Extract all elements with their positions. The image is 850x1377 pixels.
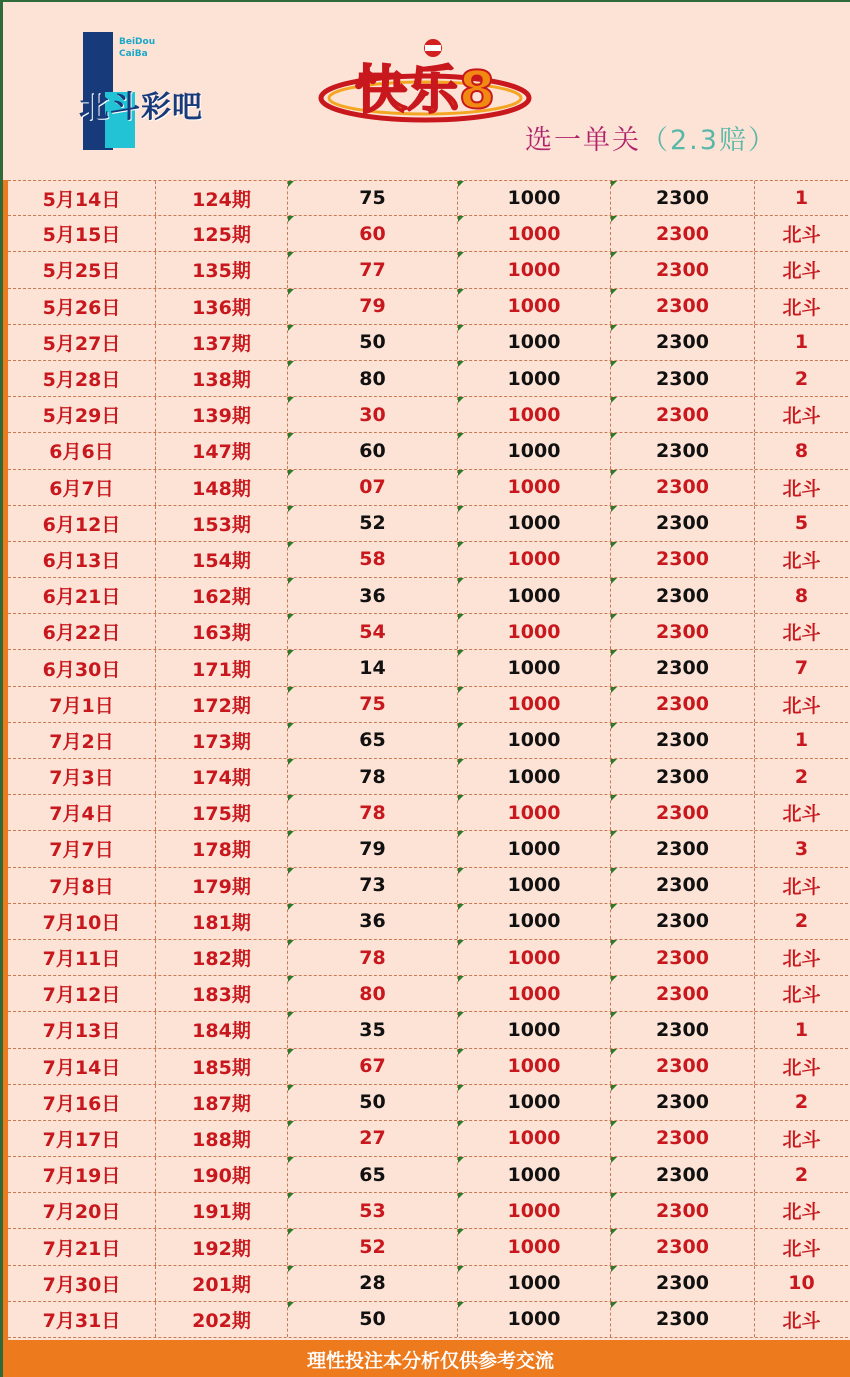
tag-cell: 2 <box>794 1091 809 1114</box>
date-cell: 5月27日 <box>8 325 156 360</box>
table-row <box>8 1157 848 1193</box>
tag-cell: 北斗 <box>782 622 821 645</box>
number-cell: 53 <box>288 1193 458 1228</box>
table-row <box>8 831 848 867</box>
bet-cell: 1000 <box>458 687 611 722</box>
date-cell: 7月20日 <box>8 1193 156 1228</box>
date-cell: 7月8日 <box>8 868 156 903</box>
bet-cell: 1000 <box>458 325 611 360</box>
table-row <box>8 252 848 288</box>
tag-cell: 北斗 <box>782 803 821 826</box>
issue-cell: 182期 <box>156 940 288 975</box>
table-row <box>8 1266 848 1302</box>
win-cell: 2300 <box>611 289 755 324</box>
bet-cell: 1000 <box>458 831 611 866</box>
win-cell: 2300 <box>611 614 755 649</box>
table-row <box>8 1193 848 1229</box>
issue-cell: 139期 <box>156 397 288 432</box>
bet-cell: 1000 <box>458 650 611 685</box>
table-row <box>8 1121 848 1157</box>
issue-cell: 188期 <box>156 1121 288 1156</box>
bet-cell: 1000 <box>458 1157 611 1192</box>
number-cell: 67 <box>288 1049 458 1084</box>
bet-cell: 1000 <box>458 470 611 505</box>
date-cell: 7月13日 <box>8 1012 156 1047</box>
tag-cell: 北斗 <box>782 1201 821 1224</box>
tag-cell: 北斗 <box>782 260 821 283</box>
bet-cell: 1000 <box>458 289 611 324</box>
issue-cell: 187期 <box>156 1085 288 1120</box>
tag-cell: 北斗 <box>782 549 821 572</box>
table-row <box>8 1229 848 1265</box>
tag-cell: 2 <box>794 1163 809 1186</box>
table-row <box>8 1085 848 1121</box>
subtitle-odds: （2.3赔） <box>641 125 777 156</box>
header <box>3 2 850 180</box>
bet-cell: 1000 <box>458 940 611 975</box>
number-cell: 79 <box>288 831 458 866</box>
date-cell: 7月17日 <box>8 1121 156 1156</box>
kl8-logo-text: 快乐8 <box>354 61 496 121</box>
win-cell: 2300 <box>611 795 755 830</box>
tag-cell: 5 <box>794 512 809 535</box>
win-cell: 2300 <box>611 1302 755 1337</box>
issue-cell: 125期 <box>156 216 288 251</box>
number-cell: 78 <box>288 759 458 794</box>
date-cell: 7月10日 <box>8 904 156 939</box>
number-cell: 80 <box>288 361 458 396</box>
table-row <box>8 506 848 542</box>
win-cell: 2300 <box>611 1229 755 1264</box>
number-cell: 78 <box>288 940 458 975</box>
issue-cell: 124期 <box>156 181 288 215</box>
number-cell: 58 <box>288 542 458 577</box>
tag-cell: 北斗 <box>782 1056 821 1079</box>
logo-english-text <box>119 36 155 60</box>
number-cell: 50 <box>288 1085 458 1120</box>
table-row <box>8 976 848 1012</box>
number-cell: 75 <box>288 687 458 722</box>
number-cell: 65 <box>288 723 458 758</box>
bet-cell: 1000 <box>458 181 611 215</box>
win-cell: 2300 <box>611 868 755 903</box>
issue-cell: 154期 <box>156 542 288 577</box>
date-cell: 7月4日 <box>8 795 156 830</box>
date-cell: 7月7日 <box>8 831 156 866</box>
table-row <box>8 289 848 325</box>
issue-cell: 175期 <box>156 795 288 830</box>
bet-cell: 1000 <box>458 795 611 830</box>
bet-cell: 1000 <box>458 1012 611 1047</box>
issue-cell: 191期 <box>156 1193 288 1228</box>
win-cell: 2300 <box>611 1049 755 1084</box>
bet-cell: 1000 <box>458 1049 611 1084</box>
date-cell: 6月7日 <box>8 470 156 505</box>
issue-cell: 147期 <box>156 433 288 468</box>
logo-en-line1: BeiDou <box>119 37 156 47</box>
tag-cell: 北斗 <box>782 875 821 898</box>
date-cell: 7月30日 <box>8 1266 156 1301</box>
number-cell: 60 <box>288 216 458 251</box>
date-cell: 7月14日 <box>8 1049 156 1084</box>
bet-cell: 1000 <box>458 361 611 396</box>
number-cell: 36 <box>288 578 458 613</box>
issue-cell: 192期 <box>156 1229 288 1264</box>
issue-cell: 172期 <box>156 687 288 722</box>
date-cell: 7月16日 <box>8 1085 156 1120</box>
table-row <box>8 795 848 831</box>
win-cell: 2300 <box>611 1121 755 1156</box>
win-cell: 2300 <box>611 506 755 541</box>
table-row <box>8 470 848 506</box>
number-cell: 52 <box>288 1229 458 1264</box>
issue-cell: 190期 <box>156 1157 288 1192</box>
number-cell: 60 <box>288 433 458 468</box>
issue-cell: 202期 <box>156 1302 288 1337</box>
table-row <box>8 361 848 397</box>
win-cell: 2300 <box>611 1266 755 1301</box>
tag-cell: 北斗 <box>782 1128 821 1151</box>
number-cell: 73 <box>288 868 458 903</box>
date-cell: 5月28日 <box>8 361 156 396</box>
tag-cell: 8 <box>794 439 809 462</box>
results-table <box>8 180 848 1338</box>
bet-cell: 1000 <box>458 216 611 251</box>
table-row <box>8 687 848 723</box>
tag-cell: 北斗 <box>782 1237 821 1260</box>
tag-cell: 2 <box>794 367 809 390</box>
number-cell: 30 <box>288 397 458 432</box>
number-cell: 52 <box>288 506 458 541</box>
tag-cell: 北斗 <box>782 1309 821 1332</box>
number-cell: 35 <box>288 1012 458 1047</box>
date-cell: 5月14日 <box>8 181 156 215</box>
bet-cell: 1000 <box>458 723 611 758</box>
bet-cell: 1000 <box>458 433 611 468</box>
win-cell: 2300 <box>611 216 755 251</box>
tag-cell: 北斗 <box>782 405 821 428</box>
number-cell: 27 <box>288 1121 458 1156</box>
bet-cell: 1000 <box>458 1121 611 1156</box>
win-cell: 2300 <box>611 687 755 722</box>
tag-cell: 3 <box>794 837 809 860</box>
table-row <box>8 940 848 976</box>
number-cell: 50 <box>288 1302 458 1337</box>
win-cell: 2300 <box>611 1012 755 1047</box>
tag-cell: 2 <box>794 765 809 788</box>
win-cell: 2300 <box>611 470 755 505</box>
date-cell: 5月26日 <box>8 289 156 324</box>
table-row <box>8 397 848 433</box>
number-cell: 78 <box>288 795 458 830</box>
logo-chinese-text: 北斗彩吧 <box>79 90 203 125</box>
bet-cell: 1000 <box>458 578 611 613</box>
date-cell: 7月21日 <box>8 1229 156 1264</box>
tag-cell: 北斗 <box>782 224 821 247</box>
bet-cell: 1000 <box>458 1085 611 1120</box>
table-row <box>8 1302 848 1338</box>
date-cell: 6月30日 <box>8 650 156 685</box>
bet-cell: 1000 <box>458 1193 611 1228</box>
date-cell: 6月12日 <box>8 506 156 541</box>
bet-cell: 1000 <box>458 976 611 1011</box>
date-cell: 6月6日 <box>8 433 156 468</box>
date-cell: 7月2日 <box>8 723 156 758</box>
issue-cell: 184期 <box>156 1012 288 1047</box>
date-cell: 5月29日 <box>8 397 156 432</box>
issue-cell: 179期 <box>156 868 288 903</box>
issue-cell: 153期 <box>156 506 288 541</box>
date-cell: 7月12日 <box>8 976 156 1011</box>
date-cell: 7月11日 <box>8 940 156 975</box>
table-row <box>8 1012 848 1048</box>
table-row <box>8 759 848 795</box>
logo-en-line2: CaiBa <box>119 49 148 59</box>
subtitle-main: 选一单关 <box>525 125 641 156</box>
issue-cell: 136期 <box>156 289 288 324</box>
number-cell: 50 <box>288 325 458 360</box>
tag-cell: 1 <box>794 1018 809 1041</box>
date-cell: 7月1日 <box>8 687 156 722</box>
issue-cell: 201期 <box>156 1266 288 1301</box>
issue-cell: 185期 <box>156 1049 288 1084</box>
win-cell: 2300 <box>611 723 755 758</box>
win-cell: 2300 <box>611 433 755 468</box>
number-cell: 65 <box>288 1157 458 1192</box>
table-row <box>8 1049 848 1085</box>
tag-cell: 1 <box>794 729 809 752</box>
table-row <box>8 868 848 904</box>
win-cell: 2300 <box>611 325 755 360</box>
bet-cell: 1000 <box>458 904 611 939</box>
date-cell: 7月3日 <box>8 759 156 794</box>
bet-cell: 1000 <box>458 1302 611 1337</box>
number-cell: 36 <box>288 904 458 939</box>
win-cell: 2300 <box>611 759 755 794</box>
issue-cell: 135期 <box>156 252 288 287</box>
win-cell: 2300 <box>611 976 755 1011</box>
win-cell: 2300 <box>611 252 755 287</box>
tag-cell: 北斗 <box>782 984 821 1007</box>
issue-cell: 178期 <box>156 831 288 866</box>
win-cell: 2300 <box>611 578 755 613</box>
win-cell: 2300 <box>611 1193 755 1228</box>
issue-cell: 148期 <box>156 470 288 505</box>
number-cell: 07 <box>288 470 458 505</box>
table-row <box>8 904 848 940</box>
issue-cell: 173期 <box>156 723 288 758</box>
issue-cell: 183期 <box>156 976 288 1011</box>
tag-cell: 1 <box>794 331 809 354</box>
tag-cell: 8 <box>794 584 809 607</box>
bet-cell: 1000 <box>458 614 611 649</box>
table-row <box>8 578 848 614</box>
number-cell: 28 <box>288 1266 458 1301</box>
win-cell: 2300 <box>611 361 755 396</box>
issue-cell: 174期 <box>156 759 288 794</box>
number-cell: 79 <box>288 289 458 324</box>
bet-cell: 1000 <box>458 252 611 287</box>
bet-cell: 1000 <box>458 759 611 794</box>
win-cell: 2300 <box>611 831 755 866</box>
win-cell: 2300 <box>611 904 755 939</box>
number-cell: 54 <box>288 614 458 649</box>
bet-cell: 1000 <box>458 1266 611 1301</box>
tag-cell: 北斗 <box>782 477 821 500</box>
table-row <box>8 723 848 759</box>
win-cell: 2300 <box>611 650 755 685</box>
win-cell: 2300 <box>611 1085 755 1120</box>
win-cell: 2300 <box>611 940 755 975</box>
date-cell: 5月15日 <box>8 216 156 251</box>
tag-cell: 1 <box>794 187 809 210</box>
tag-cell: 10 <box>788 1272 815 1295</box>
date-cell: 7月19日 <box>8 1157 156 1192</box>
issue-cell: 181期 <box>156 904 288 939</box>
table-row <box>8 325 848 361</box>
win-cell: 2300 <box>611 1157 755 1192</box>
subtitle <box>525 118 777 157</box>
beidou-caiba-logo <box>75 30 225 152</box>
tag-cell: 2 <box>794 910 809 933</box>
tag-cell: 7 <box>794 657 809 680</box>
number-cell: 77 <box>288 252 458 287</box>
bet-cell: 1000 <box>458 868 611 903</box>
date-cell: 6月22日 <box>8 614 156 649</box>
bet-cell: 1000 <box>458 542 611 577</box>
number-cell: 80 <box>288 976 458 1011</box>
issue-cell: 171期 <box>156 650 288 685</box>
date-cell: 7月31日 <box>8 1302 156 1337</box>
bet-cell: 1000 <box>458 506 611 541</box>
win-cell: 2300 <box>611 181 755 215</box>
tag-cell: 北斗 <box>782 948 821 971</box>
kuaile8-logo <box>315 36 535 136</box>
issue-cell: 163期 <box>156 614 288 649</box>
win-cell: 2300 <box>611 542 755 577</box>
number-cell: 14 <box>288 650 458 685</box>
bet-cell: 1000 <box>458 397 611 432</box>
table-row <box>8 216 848 252</box>
table-row <box>8 650 848 686</box>
date-cell: 6月21日 <box>8 578 156 613</box>
table-row <box>8 180 848 216</box>
date-cell: 5月25日 <box>8 252 156 287</box>
footer-text: 理性投注本分析仅供参考交流 <box>306 1350 554 1372</box>
issue-cell: 137期 <box>156 325 288 360</box>
table-row <box>8 614 848 650</box>
footer-disclaimer <box>8 1340 850 1377</box>
date-cell: 6月13日 <box>8 542 156 577</box>
bet-cell: 1000 <box>458 1229 611 1264</box>
tag-cell: 北斗 <box>782 694 821 717</box>
win-cell: 2300 <box>611 397 755 432</box>
issue-cell: 138期 <box>156 361 288 396</box>
table-row <box>8 433 848 469</box>
number-cell: 75 <box>288 181 458 215</box>
table-row <box>8 542 848 578</box>
tag-cell: 北斗 <box>782 296 821 319</box>
issue-cell: 162期 <box>156 578 288 613</box>
